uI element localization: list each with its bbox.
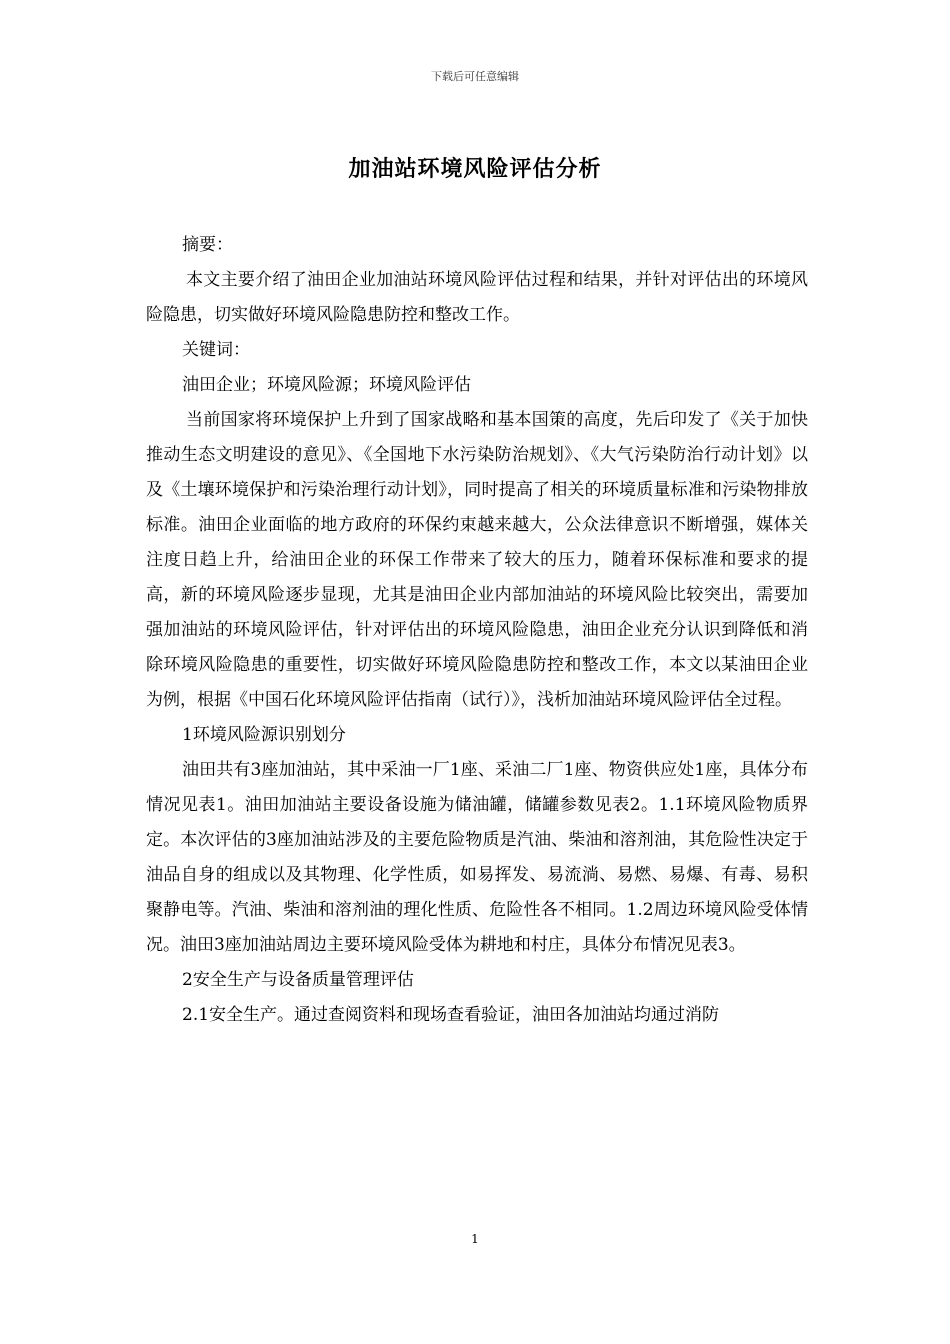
keywords-text: 油田企业；环境风险源；环境风险评估 [182, 375, 471, 395]
keywords-label: 关键词： [182, 340, 250, 360]
abstract-text: 本文主要介绍了油田企业加油站环境风险评估过程和结果，并针对评估出的环境风险隐患，切实做好环境风险隐患防控和整改工作。 [146, 270, 808, 325]
page-number: 1 [471, 1232, 479, 1246]
section2-paragraph: 2.1安全生产。通过查阅资料和现场查看验证，油田各加油站均通过消防 [182, 1005, 720, 1025]
header-note: 下载后可任意编辑 [431, 70, 519, 83]
intro-paragraph: 当前国家将环境保护上升到了国家战略和基本国策的高度，先后印发了《关于加快推动生态文明建设的意见》、《全国地下水污染防治规划》、《大气污染防治行动计划》以及《土壤环境保护和污染治理行动计划》，同时提高了相关的环境质量标准和污染物排放标准。油田企业面临的地方政府的环保约束越来越大，公众法律意识不断增强，媒体关注度日趋上升，给油田企业的环保工作带来了较大的压力，随着环保标准和要求的提高，新的环境风险逐步显现，尤其是油田企业内部加油站的环境风险比较突出，需要加强加油站的环境风险评估，针对评估出的环境风险隐患，油田企业充分认识到降低和消除环境风险隐患的重要性，切实做好环境风险隐患防控和整改工作，本文以某油田企业为例，根据《中国石化环境风险评估指南（试行）》，浅析加油站环境风险评估全过程。 [146, 410, 808, 710]
section1-paragraph: 油田共有3座加油站，其中采油一厂1座、采油二厂1座、物资供应处1座，具体分布情况见表1。油田加油站主要设备设施为储油罐，储罐参数见表2。1.1环境风险物质界定。本次评估的3座加油站涉及的主要危险物质是汽油、柴油和溶剂油，其危险性决定于油品自身的组成以及其物理、化学性质，如易挥发、易流淌、易燃、易爆、有毒、易积聚静电等。汽油、柴油和溶剂油的理化性质、危险性各不相同。1.2周边环境风险受体情况。油田3座加油站周边主要环境风险受体为耕地和村庄，具体分布情况见表3。 [146, 760, 808, 955]
document-title: 加油站环境风险评估分析 [348, 156, 602, 182]
abstract-label: 摘要： [182, 235, 233, 255]
document-body [146, 228, 808, 1033]
section1-heading: 1环境风险源识别划分 [182, 725, 346, 745]
section2-heading: 2安全生产与设备质量管理评估 [182, 970, 414, 990]
